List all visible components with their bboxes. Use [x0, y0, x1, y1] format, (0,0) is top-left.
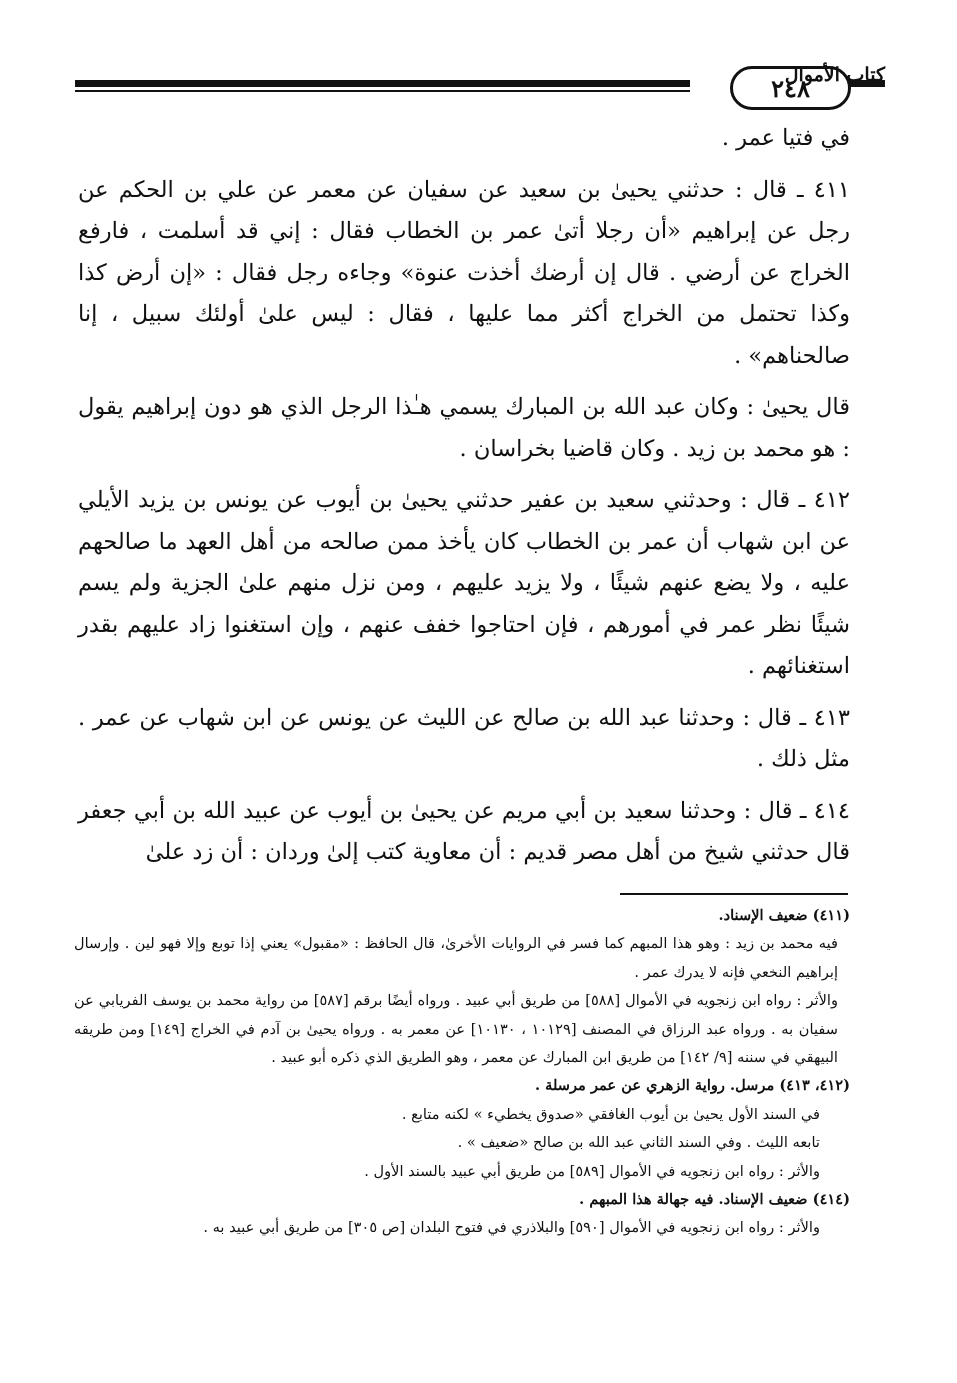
- paragraph-412: ٤١٢ ـ قال : وحدثني سعيد بن عفير حدثني يحيىٰ بن أيوب عن يونس بن يزيد الأيلي عن ابن شهاب أن عمر بن الخطاب كان يأخذ ممن صالحه من أهل العهد ما صالحهم عليه ، ولا يضع عنهم شيئًا ، ولا يزيد عليهم ، ومن نزل منهم علىٰ الجزية ولم يسم شيئًا نظر عمر في أمورهم ، فإن احتاجوا خفف عنهم ، وإن استغنوا زاد عليهم بقدر استغنائهم .: [78, 487, 850, 679]
- main-text: [78, 118, 850, 874]
- book-title: كتاب الأموال: [784, 64, 885, 86]
- paragraph-414: ٤١٤ ـ قال : وحدثنا سعيد بن أبي مريم عن يحيىٰ بن أيوب عن عبيد الله بن أبي جعفر قال حدثني شيخ من أهل مصر قديم : أن معاوية كتب إلىٰ وردان : أن زد علىٰ: [78, 797, 850, 865]
- paragraph-411: ٤١١ ـ قال : حدثني يحيىٰ بن سعيد عن سفيان عن معمر عن علي بن الحكم عن رجل عن إبراهيم «أن رجلا أتىٰ عمر بن الخطاب فقال : إني قد أسلمت ، فارفع الخراج عن أرضي . قال إن أرضك أخذت عنوة» وجاءه رجل فقال : «إن أرض كذا وكذا تحتمل من الخراج أكثر مما عليها ، فقال : ليس علىٰ أولئك سبيل ، إنا صالحناهم» .: [78, 176, 850, 369]
- footnote-412-text-1: في السند الأول يحيىٰ بن أيوب الغافقي «صدوق يخطيء » لكنه متابع .: [401, 1105, 820, 1123]
- paragraph-yahya: قال يحيىٰ : وكان عبد الله بن المبارك يسمي هـٰذا الرجل الذي هو دون إبراهيم يقول : هو محمد بن زيد . وكان قاضيا بخراسان .: [78, 394, 850, 462]
- footnote-412-heading: (٤١٢، ٤١٣) مرسل. رواية الزهري عن عمر مرسلة .: [534, 1077, 850, 1095]
- footnotes: [74, 902, 850, 1243]
- footnote-411-heading: (٤١١) ضعيف الإسناد.: [718, 907, 850, 924]
- footnote-412-text-2: تابعه الليث . وفي السند الثاني عبد الله بن صالح «ضعيف » .: [457, 1134, 820, 1152]
- paragraph-413: ٤١٣ ـ قال : وحدثنا عبد الله بن صالح عن الليث عن يونس عن ابن شهاب عن عمر . مثل ذلك .: [78, 704, 850, 772]
- paragraph-intro: في فتيا عمر .: [721, 125, 850, 151]
- page-header: [75, 58, 885, 108]
- header-rule-thin: [75, 90, 690, 92]
- footnote-412-text-3: والأثر : رواه ابن زنجويه في الأموال [٥٨٩] من طريق أبي عبيد بالسند الأول .: [364, 1162, 820, 1180]
- footnote-411-text-1: فيه محمد بن زيد : وهو هذا المبهم كما فسر في الروايات الأخرىٰ، قال الحافظ : «مقبول» يعني إذا توبع وإلا فهو لين . وإرسال إبراهيم النخعي فإنه لا يدرك عمر .: [74, 935, 838, 981]
- footnote-separator: [620, 893, 848, 895]
- footnote-414-text-1: والأثر : رواه ابن زنجويه في الأموال [٥٩٠] والبلاذري في فتوح البلدان [ص ٣٠٥] من طريق أبي عبيد به .: [203, 1219, 820, 1237]
- header-rule-thick: [75, 80, 690, 87]
- page-number: ٢٤٨: [730, 66, 851, 110]
- footnote-411-text-2: والأثر : رواه ابن زنجويه في الأموال [٥٨٨] من طريق أبي عبيد . ورواه أيضًا برقم [٥٨٧] من رواية محمد بن يوسف الفريابي عن سفيان به . ورواه عبد الرزاق في المصنف [١٠١٢٩ ، ١٠١٣٠] عن معمر به . ورواه يحيىٰ بن آدم في الخراج [١٤٩] ومن طريقه البيهقي في سننه [٩/ ١٤٢] من طريق ابن المبارك عن معمر ، وهو الطريق الذي ذكره أبو عبيد .: [74, 992, 838, 1067]
- footnote-414-heading: (٤١٤) ضعيف الإسناد. فيه جهالة هذا المبهم .: [579, 1191, 850, 1209]
